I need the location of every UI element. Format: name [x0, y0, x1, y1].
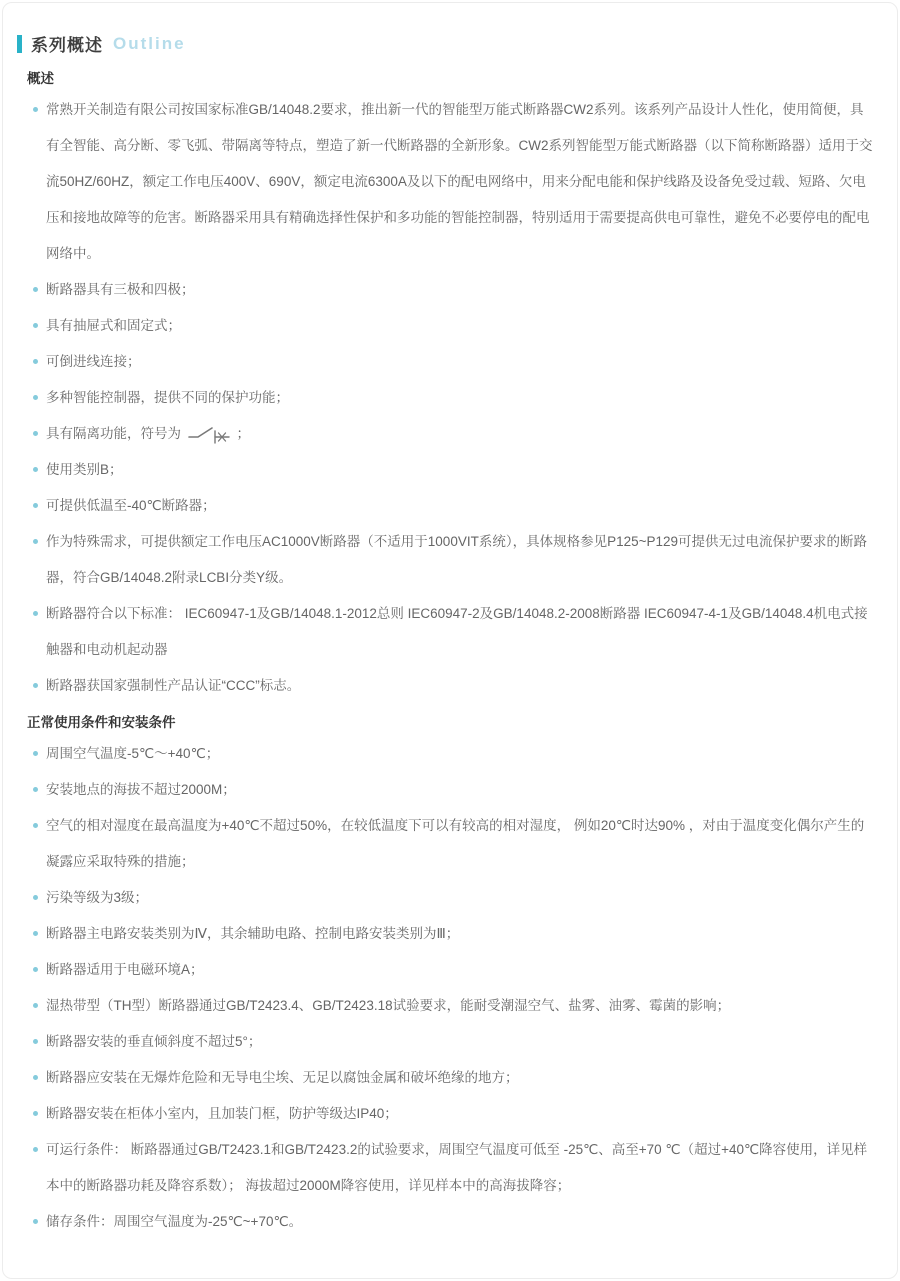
bullet-dot-icon [33, 539, 38, 544]
list-item [33, 92, 877, 272]
bullet-dot-icon [33, 323, 38, 328]
list-item [33, 308, 877, 344]
bullet-text: 断路器安装在柜体小室内，且加装门框，防护等级达IP40； [46, 1106, 398, 1121]
bullet-dot-icon [33, 683, 38, 688]
bullet-text: 使用类别B； [46, 462, 123, 477]
bullet-text: 周围空气温度-5℃～+40℃； [46, 746, 220, 761]
list-item [33, 668, 877, 704]
list-item [33, 452, 877, 488]
bullet-dot-icon [33, 1039, 38, 1044]
list-item [33, 1132, 877, 1204]
bullet-dot-icon [33, 359, 38, 364]
list-item [33, 596, 877, 668]
list-item [33, 952, 877, 988]
bullet-dot-icon [33, 503, 38, 508]
bullet-dot-icon [33, 467, 38, 472]
bullet-text: 断路器安装的垂直倾斜度不超过5°； [46, 1034, 262, 1049]
bullet-text: 湿热带型（TH型）断路器通过GB/T2423.4、GB/T2423.18试验要求，能耐受潮湿空气、盐雾、油雾、霉菌的影响； [46, 998, 731, 1013]
bullet-dot-icon [33, 823, 38, 828]
bullet-dot-icon [33, 611, 38, 616]
page-card [2, 2, 898, 1279]
bullet-text: 可倒进线连接； [46, 354, 141, 369]
bullet-text: 可提供低温至-40℃断路器； [46, 498, 216, 513]
bullet-dot-icon [33, 1147, 38, 1152]
accent-bar-icon [17, 35, 22, 53]
bullet-text: 具有抽屉式和固定式； [46, 318, 181, 333]
bullet-text: 具有隔离功能，符号为 ； [46, 426, 250, 441]
list-item [33, 1024, 877, 1060]
list-item [33, 344, 877, 380]
list-item [33, 272, 877, 308]
list-item [33, 380, 877, 416]
bullet-dot-icon [33, 931, 38, 936]
bullet-text: 断路器应安装在无爆炸危险和无导电尘埃、无足以腐蚀金属和破坏绝缘的地方； [46, 1070, 519, 1085]
bullet-dot-icon [33, 1111, 38, 1116]
bullet-dot-icon [33, 1003, 38, 1008]
section-title: 系列概述 [31, 36, 103, 55]
bullet-text: 可运行条件： 断路器通过GB/T2423.1和GB/T2423.2的试验要求，周围空气温度可低至 -25℃、高至+70 ℃（超过+40℃降容使用，详见样本中的断路器功耗及降容系数）； 海拔超过2000M降容使用，详见样本中的高海拔降容； [46, 1142, 868, 1193]
bullet-text: 作为特殊需求，可提供额定工作电压AC1000V断路器（不适用于1000VIT系统），具体规格参见P125~P129可提供无过电流保护要求的断路器，符合GB/14048.2附录LCBI分类Y级。 [46, 534, 868, 585]
list-item [33, 772, 877, 808]
bullet-text: 断路器主电路安装类别为Ⅳ，其余辅助电路、控制电路安装类别为Ⅲ； [46, 926, 460, 941]
bullet-text: 空气的相对湿度在最高温度为+40℃不超过50%，在较低温度下可以有较高的相对湿度， 例如20℃时达90% ，对由于温度变化偶尔产生的凝露应采取特殊的措施； [46, 818, 865, 869]
bullet-text: 断路器获国家强制性产品认证“CCC”标志。 [46, 678, 301, 693]
list-item [33, 916, 877, 952]
list-item [33, 988, 877, 1024]
conditions-list [3, 736, 897, 1240]
list-item [33, 880, 877, 916]
bullet-dot-icon [33, 395, 38, 400]
bullet-dot-icon [33, 1075, 38, 1080]
overview-list [3, 92, 897, 704]
bullet-dot-icon [33, 787, 38, 792]
bullet-dot-icon [33, 107, 38, 112]
bullet-text: 多种智能控制器，提供不同的保护功能； [46, 390, 289, 405]
list-item [33, 1096, 877, 1132]
bullet-dot-icon [33, 287, 38, 292]
bullet-text: 断路器适用于电磁环境A； [46, 962, 204, 977]
section-header [3, 31, 897, 56]
bullet-dot-icon [33, 895, 38, 900]
list-item [33, 416, 877, 452]
overview-heading: 概述 [27, 71, 54, 86]
bullet-text: 污染等级为3级； [46, 890, 149, 905]
bullet-dot-icon [33, 1219, 38, 1224]
bullet-text: 安装地点的海拔不超过2000M； [46, 782, 236, 797]
bullet-text: 断路器具有三极和四极； [46, 282, 195, 297]
list-item [33, 1060, 877, 1096]
list-item [33, 524, 877, 596]
list-item [33, 808, 877, 880]
bullet-text: 断路器符合以下标准： IEC60947-1及GB/14048.1-2012总则 IEC60947-2及GB/14048.2-2008断路器 IEC60947-4-1及GB/14048.4机电式接触器和电动机起动器 [46, 606, 868, 657]
bullet-dot-icon [33, 751, 38, 756]
bullet-dot-icon [33, 431, 38, 436]
bullet-text: 储存条件：周围空气温度为-25℃~+70℃。 [46, 1214, 303, 1229]
conditions-heading: 正常使用条件和安装条件 [27, 715, 176, 730]
list-item [33, 736, 877, 772]
list-item [33, 488, 877, 524]
section-subtitle: Outline [113, 33, 186, 53]
bullet-dot-icon [33, 967, 38, 972]
list-item [33, 1204, 877, 1240]
bullet-text: 常熟开关制造有限公司按国家标准GB/14048.2要求，推出新一代的智能型万能式断路器CW2系列。该系列产品设计人性化，使用简便，具有全智能、高分断、零飞弧、带隔离等特点，塑造了新一代断路器的全新形象。CW2系列智能型万能式断路器（以下简称断路器）适用于交流50HZ/60HZ，额定工作电压400V、690V，额定电流6300A及以下的配电网络中，用来分配电能和保护线路及设备免受过载、短路、欠电压和接地故障等的危害。断路器采用具有精确选择性保护和多功能的智能控制器，特别适用于需要提高供电可靠性，避免不必要停电的配电网络中。 [46, 102, 873, 261]
isolator-symbol-icon [188, 422, 230, 444]
